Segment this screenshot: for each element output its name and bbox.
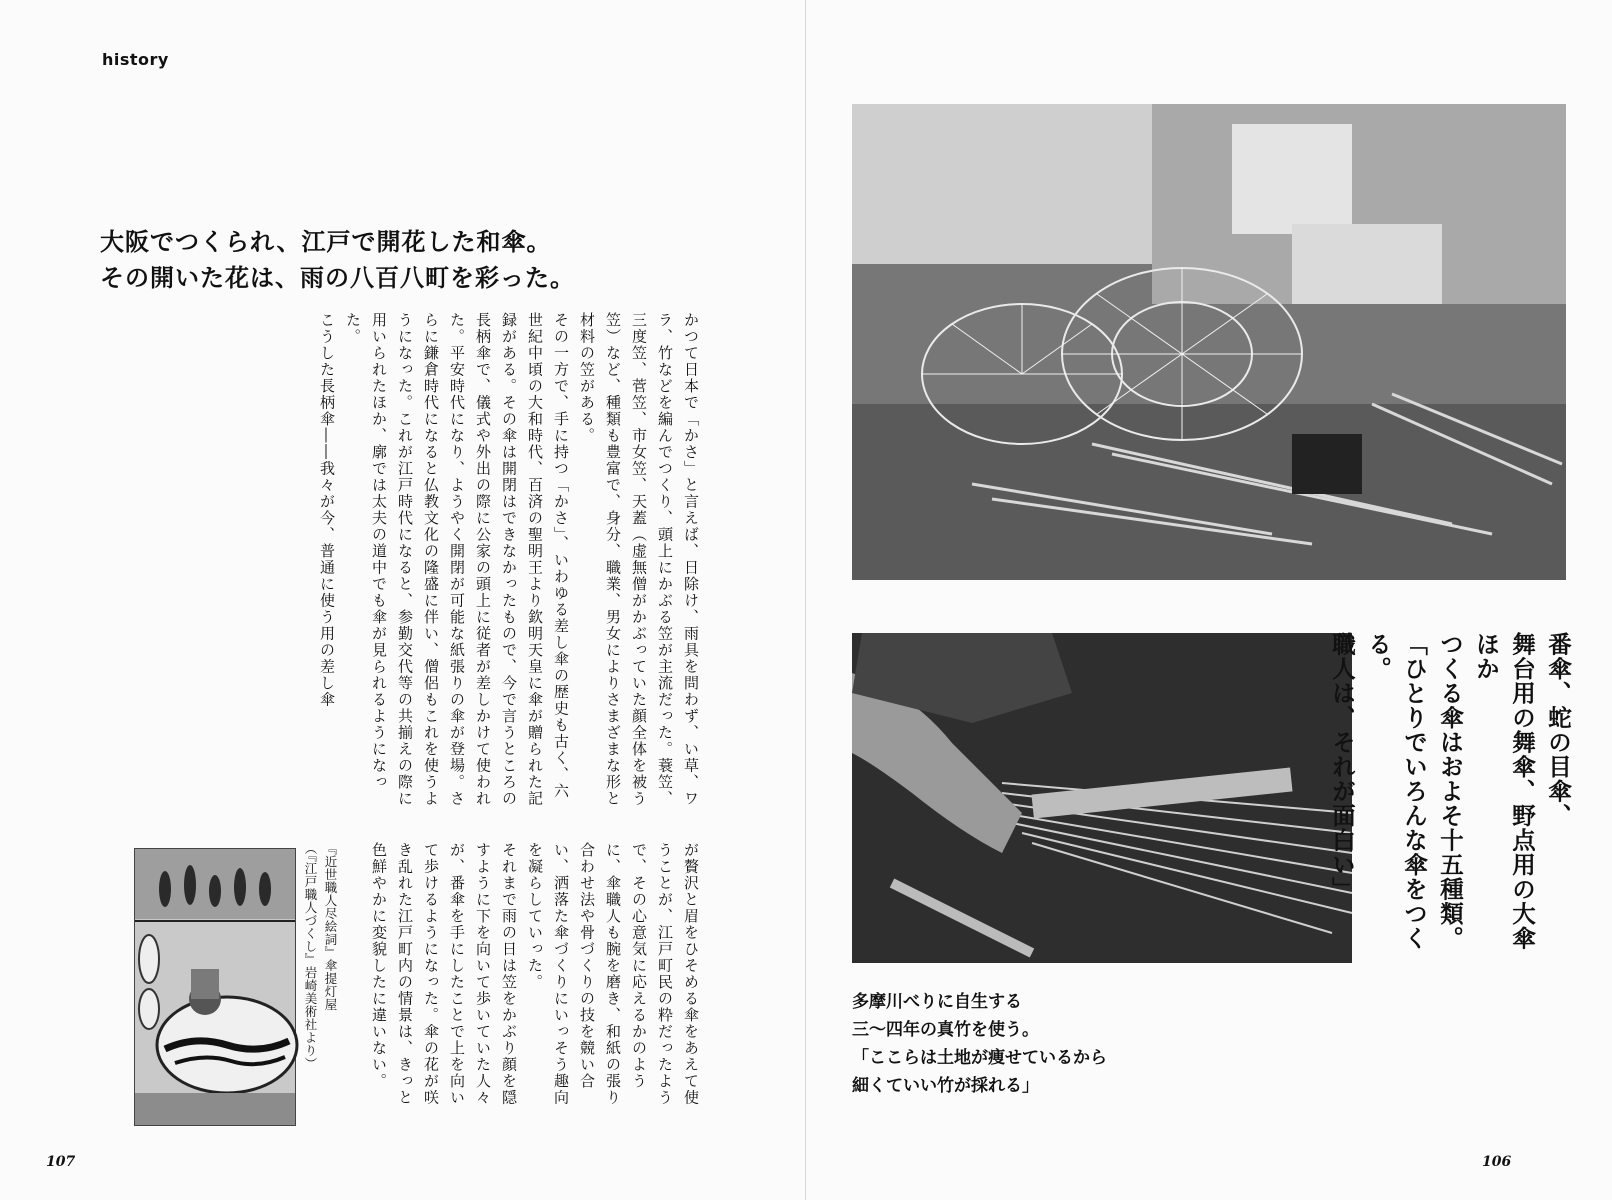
- woodblock-print-image: [134, 848, 296, 1126]
- body-paragraph: それまで雨の日は笠をかぶり顔を隠すように下を向いて歩いていた人々が、番傘を手にしたことで上を向いて歩けるようになった。傘の花が咲き乱れた江戸町内の情景は、きっと色鮮やかに変貌したに違いない。: [370, 842, 518, 1106]
- headline-line-2: その開いた花は、雨の八百八町を彩った。: [100, 264, 575, 292]
- craftsman-quote: [1328, 632, 1576, 962]
- umbrella-frames-photo: [852, 104, 1566, 580]
- section-label: history: [102, 50, 169, 69]
- quote-line-2: 舞台用の舞傘、野点用の大傘ほか: [1472, 632, 1536, 951]
- umbrella-shop-print-illustration: [135, 849, 295, 1125]
- quote-line-3: つくる傘はおよそ十五種類。: [1436, 632, 1464, 951]
- bamboo-caption-line-4: 細くていい竹が採れる」: [852, 1076, 1039, 1096]
- headline-line-1: 大阪でつくられ、江戸で開花した和傘。: [100, 228, 552, 256]
- page-number-left: 107: [46, 1154, 76, 1170]
- body-paragraph: こうした長柄傘――我々が今、普通に使う用の差し傘: [318, 312, 336, 708]
- body-text-upper: [98, 312, 704, 812]
- print-caption-line-2: （『江戸職人づくし』岩崎美術社より）: [303, 842, 318, 1070]
- body-paragraph: が贅沢と眉をひそめる傘をあえて使うことが、江戸町民の粋だったようで、その心意気に応えるかのように、傘職人も腕を磨き、和紙の張り合わせ法や骨づくりの技を競い合い、洒落た傘づくりにいっそう趣向を凝らしていった。: [526, 842, 700, 1106]
- body-paragraph: かつて日本で「かさ」と言えば、日除け、雨具を問わず、い草、ワラ、竹などを編んでつくり、頭上にかぶる笠が主流だった。蓑笠、三度笠、菅笠、市女笠、天蓋（虚無僧がかぶっていた顔全体を被う笠）など、種類も豊富で、身分、職業、男女によりさまざまな形と材料の笠がある。: [578, 312, 700, 807]
- headline: [100, 224, 575, 296]
- bamboo-caption: [852, 988, 1107, 1100]
- quote-line-4: 「ひとりでいろんな傘をつくる。: [1364, 632, 1428, 951]
- bamboo-splitting-illustration: [852, 633, 1352, 963]
- page-number-right: 106: [1482, 1154, 1512, 1170]
- print-caption: [296, 842, 340, 1112]
- print-caption-line-1: 『近世職人尽絵詞』傘提灯屋: [323, 842, 338, 1011]
- craftsman-hands-photo: [852, 633, 1352, 963]
- bamboo-caption-line-1: 多摩川べりに自生する: [852, 992, 1022, 1012]
- body-text-lower: [370, 842, 704, 1112]
- bamboo-caption-line-3: 「ここらは土地が痩せているから: [852, 1048, 1107, 1068]
- quote-line-5: 職人は、それが面白い」: [1328, 632, 1356, 902]
- quote-line-1: 番傘、蛇の目傘、: [1544, 632, 1572, 828]
- bamboo-caption-line-2: 三～四年の真竹を使う。: [852, 1020, 1039, 1040]
- body-paragraph: その一方で、手に持つ「かさ」、いわゆる差し傘の歴史も古く、六世紀中頃の大和時代、百済の聖明王より欽明天皇に傘が贈られた記録がある。その傘は開閉はできなかったもので、今で言うところの長柄傘で、儀式や外出の際に公家の頭上に従者が差しかけて使われた。平安時代になり、ようやく開閉が可能な紙張りの傘が登場。さらに鎌倉時代になると仏教文化の隆盛に伴い、僧侶もこれを使うようになった。これが江戸時代になると、参勤交代等の共揃えの際に用いられたほか、廓では太夫の道中でも傘が見られるようになった。: [344, 312, 570, 807]
- umbrella-workshop-illustration: [852, 104, 1566, 580]
